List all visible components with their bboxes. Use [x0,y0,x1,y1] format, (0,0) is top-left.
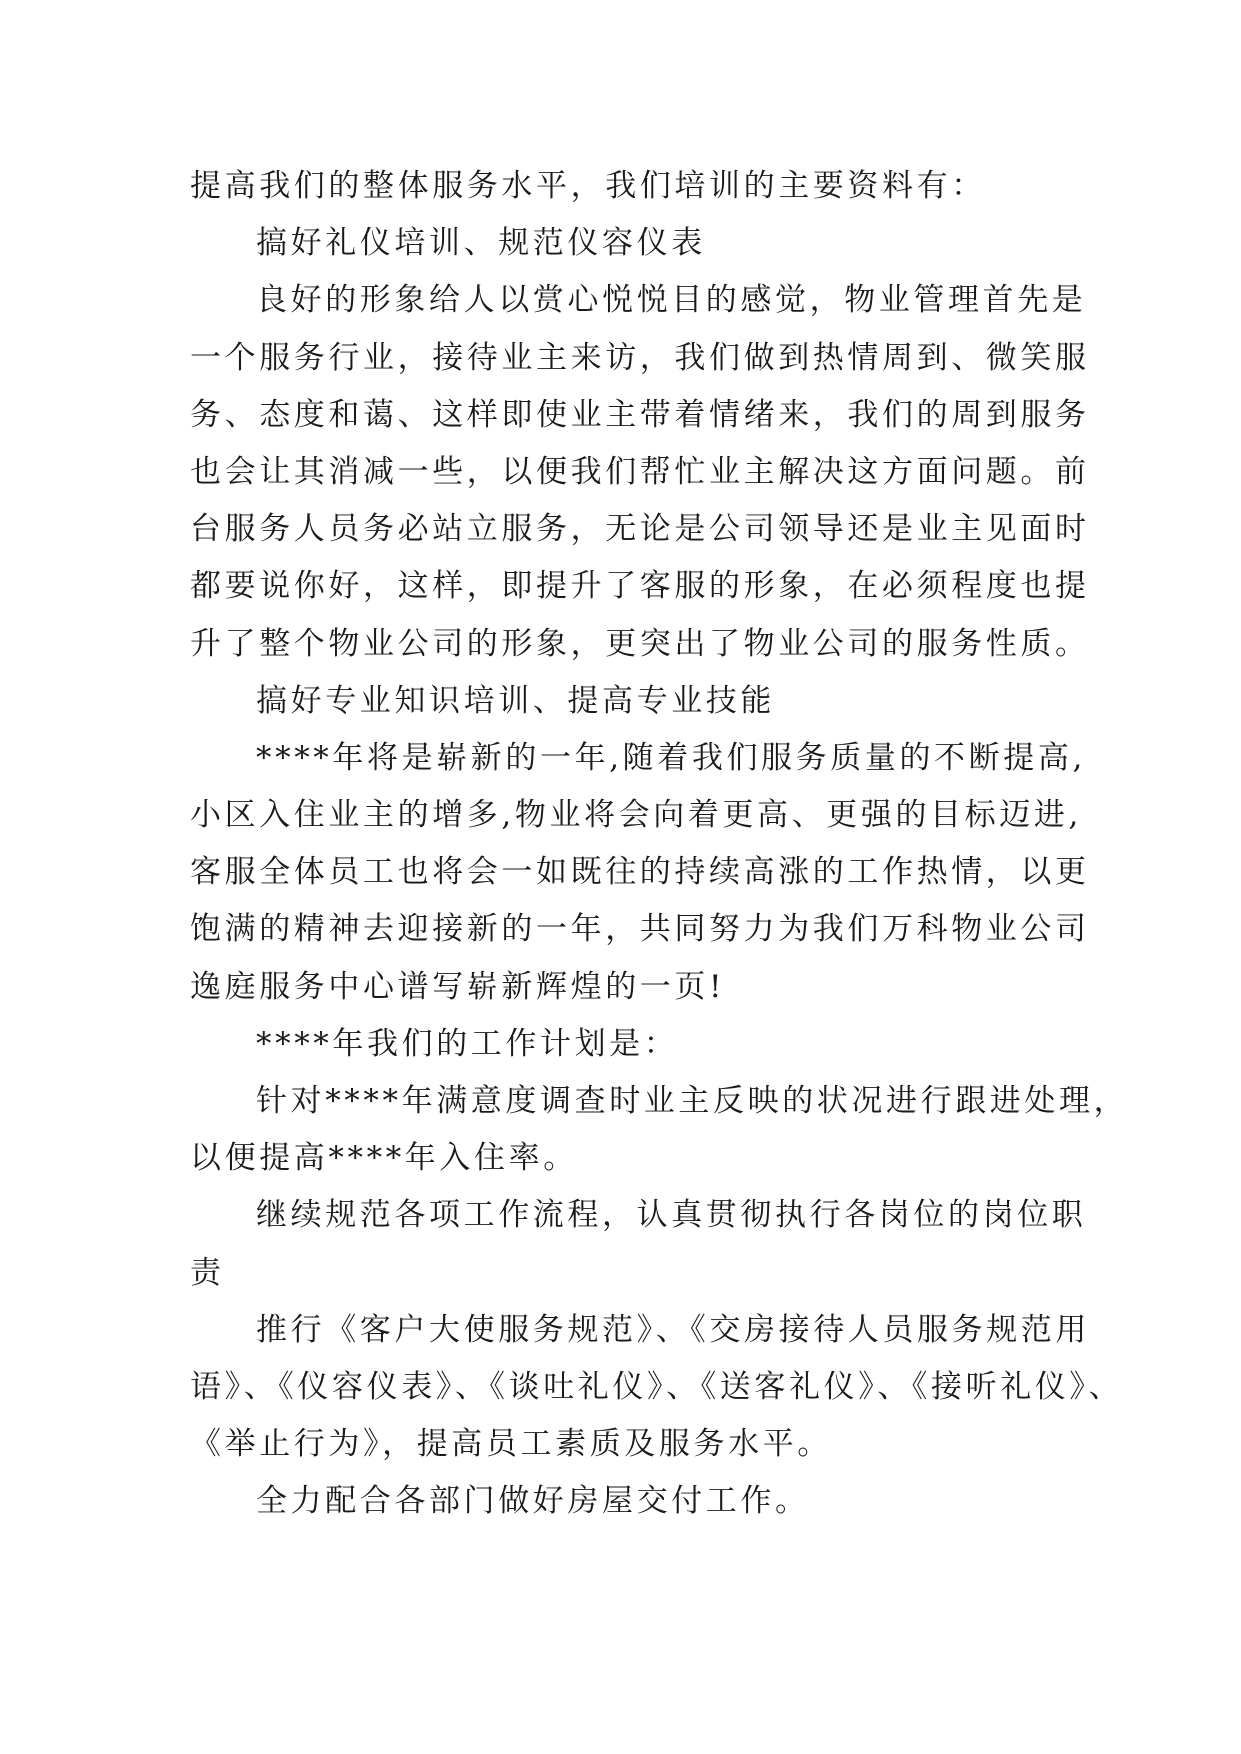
text-line-18: 以便提高****年入住率。 [190,1140,578,1177]
text-line-13: 客服全体员工也将会一如既往的持续高涨的工作热情，以更 [190,854,1090,891]
text-line-12: 小区入住业主的增多,物业将会向着更高、更强的目标迈进, [190,797,1082,834]
text-line-04: 一个服务行业，接待业主来访，我们做到热情周到、微笑服 [190,339,1090,376]
text-line-09: 升了整个物业公司的形象，更突出了物业公司的服务性质。 [190,625,1090,662]
heading-work-plan: ****年我们的工作计划是： [256,1025,679,1062]
text-line-14: 饱满的精神去迎接新的一年，共同努力为我们万科物业公司 [190,911,1090,948]
text-line-22: 语》、《仪容仪表》、《谈吐礼仪》、《送客礼仪》、《接听礼仪》、 [190,1368,1124,1405]
text-line-03: 良好的形象给人以赏心悦悦目的感觉，物业管理首先是 [256,282,1087,319]
text-line-21: 推行《客户大使服务规范》、《交房接待人员服务规范用 [256,1311,1090,1348]
text-line-08: 都要说你好，这样，即提升了客服的形象，在必须程度也提 [190,568,1090,605]
text-line-11: ****年将是崭新的一年,随着我们服务质量的不断提高, [256,739,1086,776]
text-line-15: 逸庭服务中心谱写崭新辉煌的一页! [190,968,726,1005]
text-line-06: 也会让其消减一些，以便我们帮忙业主解决这方面问题。前 [190,453,1090,490]
text-line-23: 《举止行为》，提高员工素质及服务水平。 [190,1426,832,1463]
text-line-24: 全力配合各部门做好房屋交付工作。 [256,1483,810,1520]
text-line-05: 务、态度和蔼、这样即使业主带着情绪来，我们的周到服务 [190,396,1090,433]
text-line-01: 提高我们的整体服务水平，我们培训的主要资料有： [190,168,986,204]
heading-etiquette-training: 搞好礼仪培训、规范仪容仪表 [256,225,706,262]
text-line-19: 继续规范各项工作流程，认真贯彻执行各岗位的岗位职 [256,1197,1087,1234]
text-line-07: 台服务人员务必站立服务，无论是公司领导还是业主见面时 [190,511,1090,548]
text-line-17: 针对****年满意度调查时业主反映的状况进行跟进处理， [256,1083,1129,1119]
heading-professional-training: 搞好专业知识培训、提高专业技能 [256,682,775,719]
document-body [190,158,1129,1531]
text-line-20: 责 [190,1254,225,1291]
